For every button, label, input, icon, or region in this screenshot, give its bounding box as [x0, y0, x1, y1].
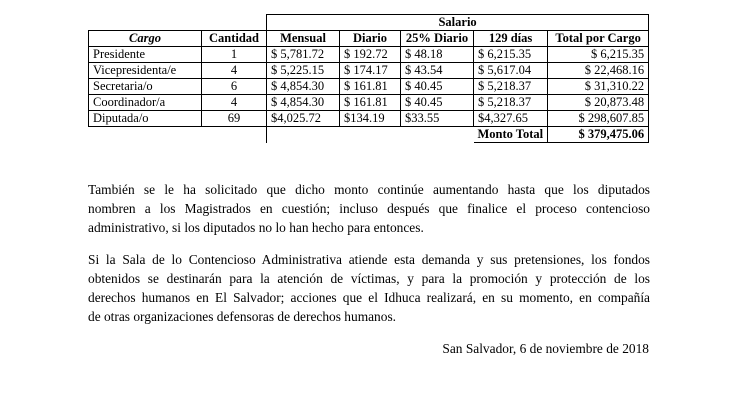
cell-diario: $ 192.72: [340, 47, 401, 63]
header-total-por-cargo: Total por Cargo: [548, 31, 649, 47]
paragraph-line: derechos humanos en El Salvador; acciones que el Idhuca realizará, en su momento, en compañía: [88, 290, 650, 305]
cell-cargo: Secretaria/o: [89, 79, 202, 95]
cell-diario: $ 161.81: [340, 95, 401, 111]
cell-cargo: Presidente: [89, 47, 202, 63]
salario-header: Salario: [267, 15, 649, 31]
total-row: [89, 127, 649, 143]
cell-total: $ 298,607.85: [548, 111, 649, 127]
header-cargo: Cargo: [89, 31, 202, 47]
cell-diario: $ 161.81: [340, 79, 401, 95]
cell-129-dias: $ 5,617.04: [474, 63, 548, 79]
table-row: [89, 47, 649, 63]
cell-diario: $ 174.17: [340, 63, 401, 79]
cell-cargo: Vicepresidenta/e: [89, 63, 202, 79]
monto-total-value: $ 379,475.06: [548, 127, 649, 143]
cell-total: $ 22,468.16: [548, 63, 649, 79]
cell-129-dias: $4,327.65: [474, 111, 548, 127]
paragraph-2: [88, 250, 650, 326]
table-row: [89, 95, 649, 111]
cell-cantidad: 4: [202, 95, 267, 111]
group-header-row: [89, 15, 649, 31]
cell-mensual: $ 5,781.72: [267, 47, 340, 63]
cell-25-diario: $ 40.45: [401, 95, 474, 111]
cell-mensual: $ 4,854.30: [267, 79, 340, 95]
table-row: [89, 79, 649, 95]
table-row: [89, 63, 649, 79]
cell-mensual: $ 5,225.15: [267, 63, 340, 79]
paragraph-line: administrativo, si los diputados no lo han hecho para entonces.: [88, 220, 424, 235]
cell-cantidad: 69: [202, 111, 267, 127]
cell-25-diario: $ 40.45: [401, 79, 474, 95]
header-cantidad: Cantidad: [202, 31, 267, 47]
cell-total: $ 31,310.22: [548, 79, 649, 95]
column-header-row: [89, 31, 649, 47]
paragraph-line: de otras organizaciones defensoras de derechos humanos.: [88, 309, 396, 324]
cell-diario: $134.19: [340, 111, 401, 127]
signoff-date: San Salvador, 6 de noviembre de 2018: [442, 341, 649, 356]
header-25-diario: 25% Diario: [401, 31, 474, 47]
header-diario: Diario: [340, 31, 401, 47]
cell-total: $ 6,215.35: [548, 47, 649, 63]
paragraph-line: obtenidos se destinarán para la atención de víctimas, y para la promoción y protección de los: [88, 271, 650, 286]
header-mensual: Mensual: [267, 31, 340, 47]
paragraph-line: nombren a los Magistrados en cuestión; incluso después que finalice el proceso contencioso: [88, 201, 650, 216]
cell-25-diario: $ 43.54: [401, 63, 474, 79]
salary-table: [88, 14, 649, 143]
cell-129-dias: $ 5,218.37: [474, 95, 548, 111]
cell-cantidad: 1: [202, 47, 267, 63]
header-129-dias: 129 días: [474, 31, 548, 47]
cell-129-dias: $ 5,218.37: [474, 79, 548, 95]
cell-25-diario: $33.55: [401, 111, 474, 127]
cell-cantidad: 4: [202, 63, 267, 79]
cell-mensual: $ 4,854.30: [267, 95, 340, 111]
table-row: [89, 111, 649, 127]
paragraph-line: Si la Sala de lo Contencioso Administrativa atiende esta demanda y sus pretensiones, los fondos: [88, 252, 650, 267]
cell-cargo: Coordinador/a: [89, 95, 202, 111]
paragraph-1: [88, 180, 650, 237]
cell-25-diario: $ 48.18: [401, 47, 474, 63]
cell-cantidad: 6: [202, 79, 267, 95]
cut-off-text-line: [88, 0, 648, 4]
cell-total: $ 20,873.48: [548, 95, 649, 111]
cell-129-dias: $ 6,215.35: [474, 47, 548, 63]
monto-total-label: Monto Total: [474, 127, 548, 143]
paragraph-line: También se le ha solicitado que dicho monto continúe aumentando hasta que los diputados: [88, 182, 650, 197]
cell-cargo: Diputada/o: [89, 111, 202, 127]
cell-mensual: $4,025.72: [267, 111, 340, 127]
